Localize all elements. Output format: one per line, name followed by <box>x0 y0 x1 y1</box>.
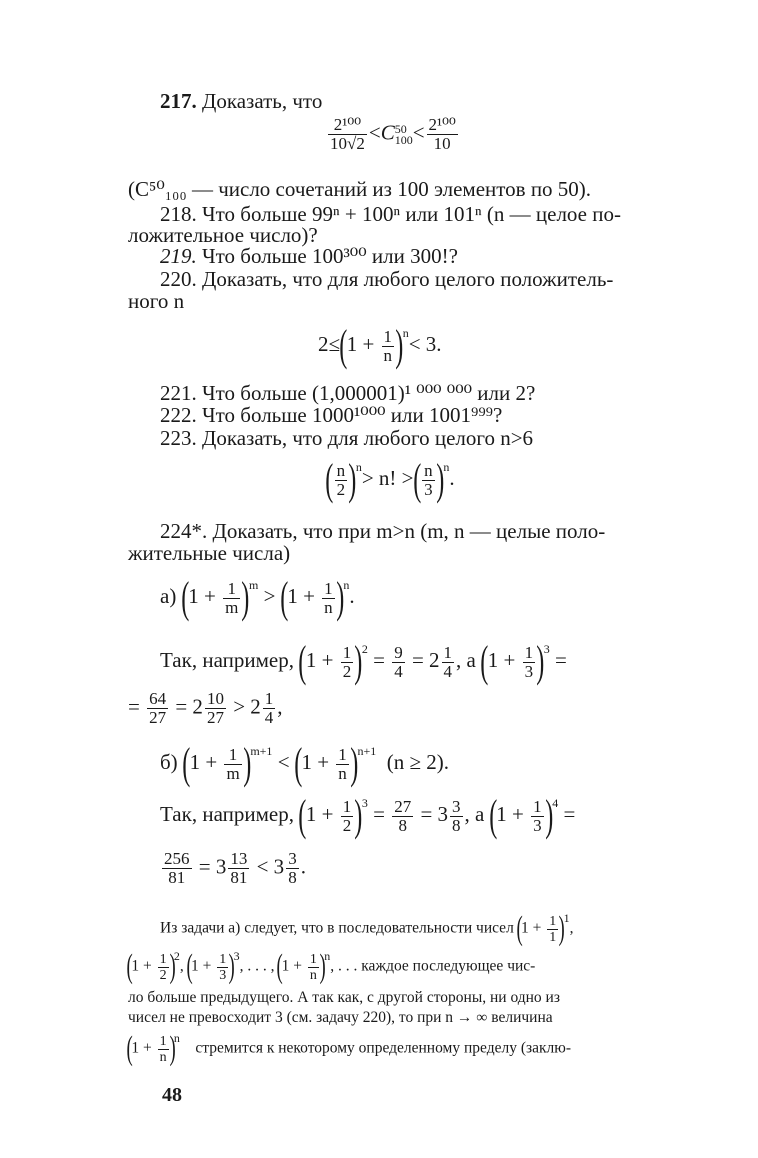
problem-224-line1: 224*. Доказать, что при m>n (m, n — целые поло- <box>160 519 606 543</box>
problem-217-note: (C⁵⁰₁₀₀ — число сочетаний из 100 элементов по 50). <box>128 177 592 201</box>
remark-line5: (1 + $\frac{1}{n}$ )$^n$ стремится к некоторому определенному пределу (заклю- <box>126 1030 572 1067</box>
problem-217-heading <box>160 88 322 114</box>
formula-223: ( $\frac{n}{2}$ )$^n$> n! >( $\frac{n}{3}$ )$^n$. <box>325 455 455 504</box>
formula-224a: а) (1 + $\frac{1}{m}$ )$^m$ > (1 + $\frac{1}{n}$ )$^n$. <box>160 573 355 622</box>
problem-218-line1: 218. Что больше 99ⁿ + 100ⁿ или 101ⁿ (n — целое по- <box>160 202 621 226</box>
example-224b-cont: $\frac{256}{81}$ = 3 $\frac{13}{81}$ < 3 $\frac{3}{8}$ . <box>164 849 306 887</box>
remark-line1: Из задачи а) следует, что в последовательности чисел (1 + $\frac{1}{1}$ )$^1$, <box>160 910 574 947</box>
problem-text: Доказать, что <box>202 89 323 113</box>
remark-line3: ло больше предыдущего. А так как, с другой стороны, ни одно из <box>128 989 560 1006</box>
problem-221: 221. Что больше (1,000001)¹ ⁰⁰⁰ ⁰⁰⁰ или 2? <box>160 381 536 405</box>
example-224b: Так, например, (1 + $\frac{1}{2}$ )$^3$ = $\frac{27}{8}$ = 3 $\frac{3}{8}$ , а (1 + $\frac{1}{3}$ )$^4$ = <box>160 791 576 840</box>
formula-217: $\frac{\text{2¹⁰⁰}}{10√2}$ <C 50 100 < $\frac{\text{2¹⁰⁰}}{10}$ <box>330 115 456 153</box>
remark-line2: (1 + $\frac{1}{2}$ )$^2$, (1 + $\frac{1}{3}$ )$^3$, . . . , (1 + $\frac{1}{n}$ )$^n$, . . . каждое последующее чис- <box>126 948 536 985</box>
example-224a-cont: = $\frac{64}{27}$ = 2 $\frac{10}{27}$ > 2 $\frac{1}{4}$ , <box>128 689 283 727</box>
problem-224-line2: жительные числа) <box>128 541 291 565</box>
formula-220: 2≤(1 + $\frac{1}{n}$ )$^n$< 3. <box>318 321 442 370</box>
page-number: 48 <box>162 1084 182 1106</box>
problem-218-line2: ложительное число)? <box>128 223 318 247</box>
problem-number: 217. <box>160 89 197 113</box>
problem-220-line2: ного n <box>128 289 185 313</box>
problem-222: 222. Что больше 1000¹⁰⁰⁰ или 1001⁹⁹⁹? <box>160 403 503 427</box>
problem-220-line1: 220. Доказать, что для любого целого положитель- <box>160 267 614 291</box>
formula-224b: б) (1 + $\frac{1}{m}$ )$^{m+1}$ < (1 + $\frac{1}{n}$ )$^{n+1}$ (n ≥ 2). <box>160 739 449 788</box>
problem-223: 223. Доказать, что для любого целого n>6 <box>160 426 534 450</box>
problem-219: 219. Что больше 100³⁰⁰ или 300!? <box>160 244 458 268</box>
example-224a: Так, например, (1 + $\frac{1}{2}$ )$^2$ = $\frac{9}{4}$ = 2 $\frac{1}{4}$ , а (1 + $\frac{1}{3}$ )$^3$ = <box>160 637 567 686</box>
remark-line4: чисел не превосходит 3 (см. задачу 220), то при n → ∞ величина <box>128 1009 553 1026</box>
